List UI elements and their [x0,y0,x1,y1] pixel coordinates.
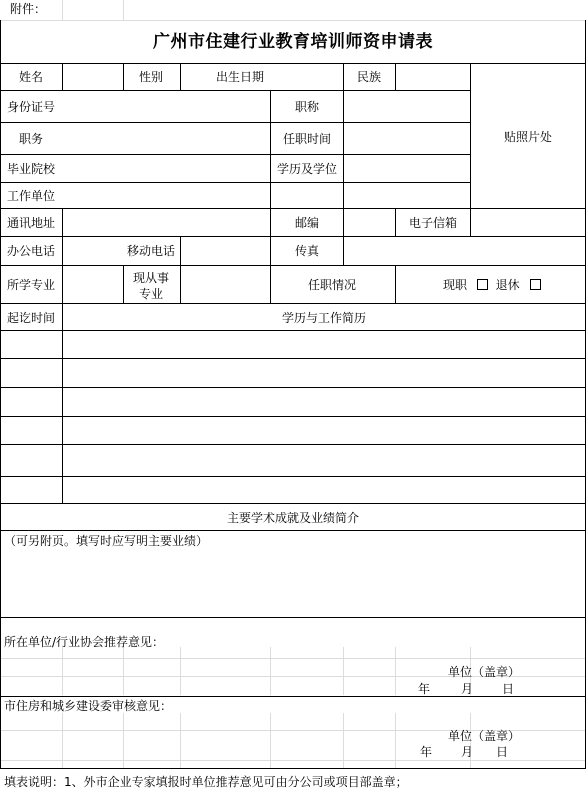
attachment-label: 附件： [10,2,47,16]
resume-header: 学历与工作简历 [281,311,367,325]
status-active-checkbox[interactable] [477,279,488,290]
achievements-header: 主要学术成就及业绩简介 [226,511,360,525]
current-major-label-line2: 专业 [138,287,164,301]
ethnicity-label: 民族 [356,70,382,84]
school-label: 毕业院校 [6,162,56,176]
email-label: 电子信箱 [408,216,458,230]
period-header: 起讫时间 [6,311,56,325]
review-day: 日 [496,745,509,759]
review-label: 市住房和城乡建设委审核意见： [4,699,173,713]
postcode-label: 邮编 [294,216,320,230]
status-retired-label: 退休 [495,278,520,292]
recommend-month: 月 [461,682,474,696]
professional-title-label: 职称 [294,100,320,114]
achievements-note: （可另附页。填写时应写明主要业绩） [4,534,209,548]
major-label: 所学专业 [6,278,56,292]
name-label: 姓名 [18,70,44,84]
photo-placeholder-label: 贴照片处 [503,130,553,144]
gender-label: 性别 [138,70,164,84]
recommend-label: 所在单位/行业协会推荐意见： [4,635,165,649]
office-phone-label: 办公电话 [6,244,56,258]
recommend-year: 年 [418,682,431,696]
fax-label: 传真 [294,244,320,258]
mobile-phone-label: 移动电话 [126,244,176,258]
current-major-label-line1: 现从事 [132,271,170,285]
tenure-time-label: 任职时间 [282,132,332,146]
status-options [443,279,541,291]
status-active-label: 现职 [443,278,468,292]
form-title: 广州市住建行业教育培训师资申请表 [153,32,433,52]
review-seal: 单位（盖章） [448,729,521,743]
degree-label: 学历及学位 [276,162,338,176]
review-year: 年 [420,745,433,759]
recommend-seal: 单位（盖章） [448,665,521,679]
recommend-day: 日 [502,682,515,696]
review-month: 月 [461,745,474,759]
position-label: 职务 [18,132,44,146]
status-retired-checkbox[interactable] [530,279,541,290]
footer-note: 填表说明：1、外市企业专家填报时单位推荐意见可由分公司或项目部盖章； [4,775,408,789]
employer-label: 工作单位 [6,189,56,203]
id-number-label: 身份证号 [6,100,56,114]
birth-date-label: 出生日期 [215,70,265,84]
tenure-status-label: 任职情况 [307,278,357,292]
address-label: 通讯地址 [6,216,56,230]
